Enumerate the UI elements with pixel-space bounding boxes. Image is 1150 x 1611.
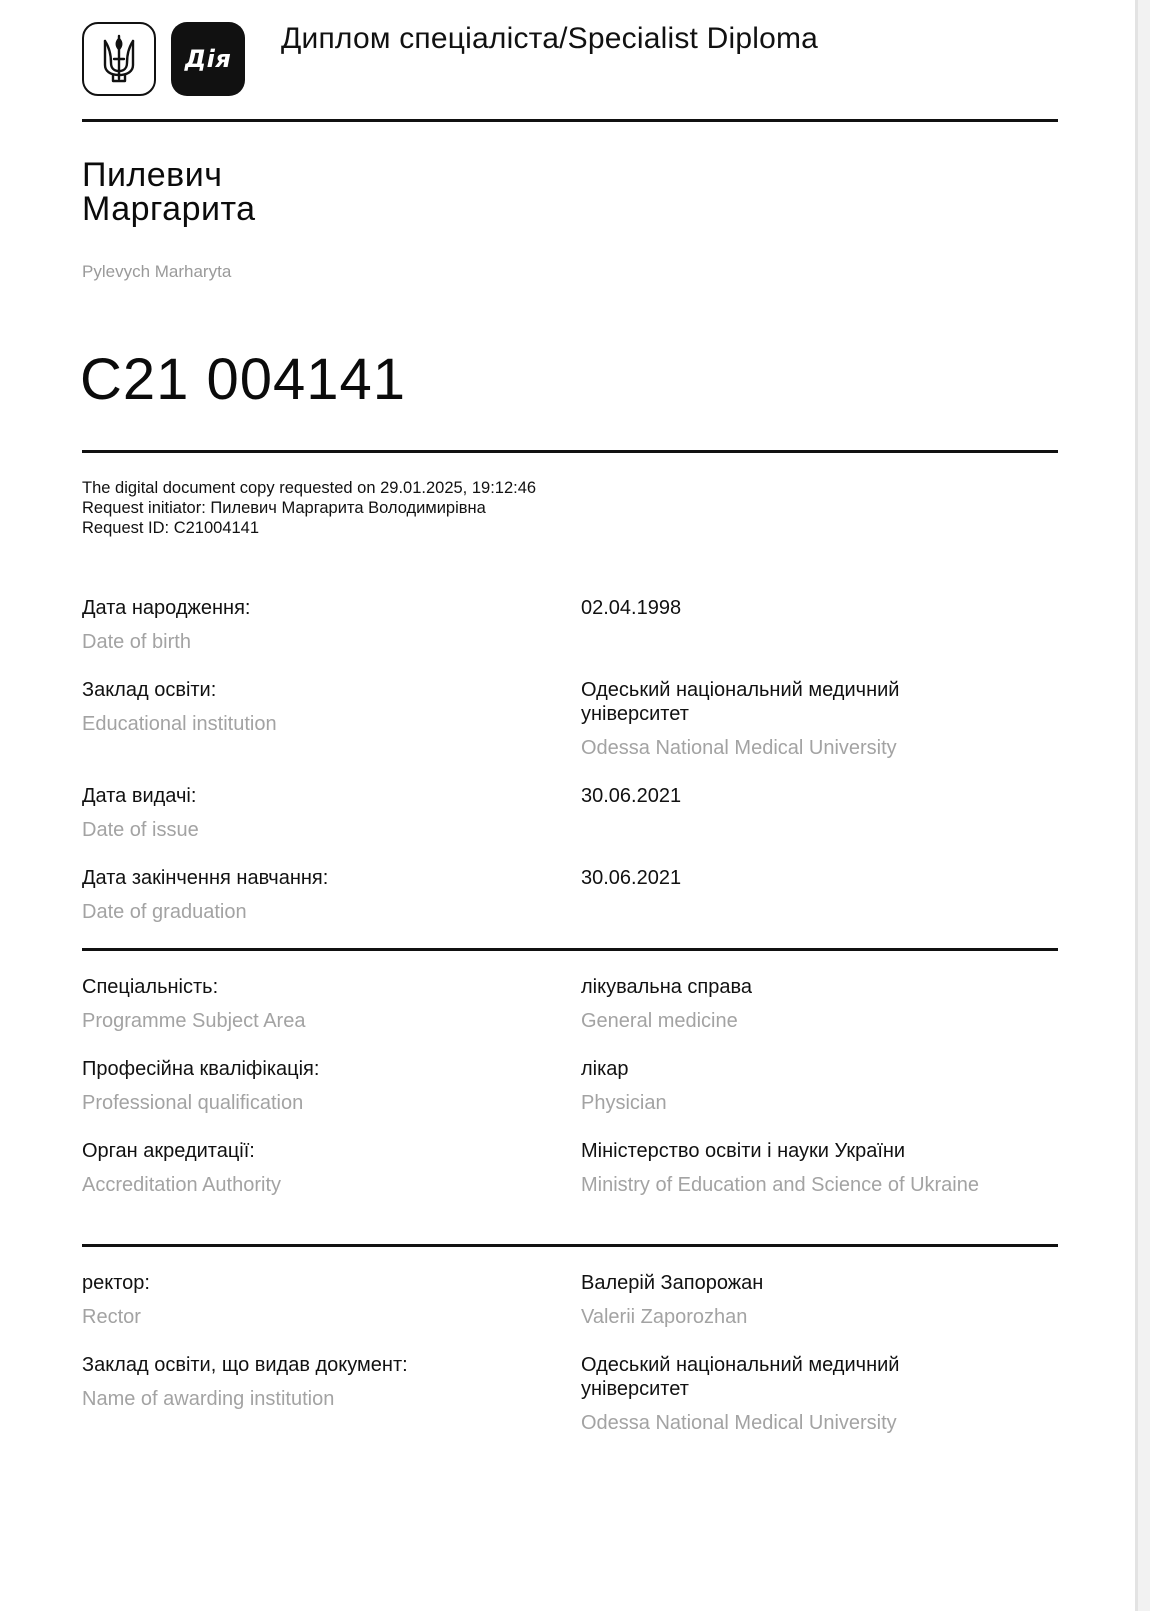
label-en: Educational institution: [82, 713, 277, 735]
field-label-professional-qualification: [82, 1057, 522, 1115]
request-timestamp: The digital document copy requested on 29.01.2025, 19:12:46: [82, 479, 537, 497]
field-value-accreditation-authority: [581, 1139, 1001, 1197]
divider: [82, 450, 1058, 453]
field-label-rector: [82, 1271, 522, 1329]
value-en: Ministry of Education and Science of Ukraine: [581, 1174, 979, 1196]
trident-icon-graphic: [101, 33, 137, 85]
label-en: Name of awarding institution: [82, 1388, 335, 1410]
request-id: Request ID: C21004141: [82, 519, 260, 537]
value-uk: лікар: [581, 1058, 629, 1080]
value-uk: 02.04.1998: [581, 597, 682, 619]
field-value-professional-qualification: [581, 1057, 1041, 1115]
value-en: Odessa National Medical University: [581, 737, 897, 759]
diia-logo: [171, 22, 245, 96]
value-en: General medicine: [581, 1010, 738, 1032]
label-en: Date of issue: [82, 819, 199, 841]
label-uk: Заклад освіти:: [82, 679, 217, 701]
label-en: Date of birth: [82, 631, 191, 653]
label-uk: Заклад освіти, що видав документ:: [82, 1354, 408, 1376]
divider: [82, 948, 1058, 951]
holder-name-english: Pylevych Marharyta: [82, 262, 232, 281]
label-en: Rector: [82, 1306, 141, 1328]
value-en: Odessa National Medical University: [581, 1412, 897, 1434]
divider: [82, 1244, 1058, 1247]
document-title: Диплом спеціаліста/Specialist Diploma: [281, 22, 819, 55]
label-en: Professional qualification: [82, 1092, 304, 1114]
value-uk: 30.06.2021: [581, 785, 682, 807]
holder-surname: Пилевич: [82, 156, 223, 194]
label-uk: ректор:: [82, 1272, 150, 1294]
holder-name-ukrainian: [82, 158, 256, 226]
request-initiator: Request initiator: Пилевич Маргарита Володимирівна: [82, 499, 486, 517]
holder-given-name: Маргарита: [82, 190, 256, 228]
field-value-date-of-birth: [581, 596, 1041, 620]
field-value-rector: [581, 1271, 1041, 1329]
field-value-programme-subject-area: [581, 975, 1041, 1033]
field-label-awarding-institution: [82, 1353, 522, 1411]
label-uk: Орган акредитації:: [82, 1140, 255, 1162]
label-en: Accreditation Authority: [82, 1174, 281, 1196]
document-number: C21 004141: [80, 347, 407, 412]
value-uk: Валерій Запорожан: [581, 1272, 764, 1294]
request-info: [82, 478, 536, 538]
ukraine-trident-icon: [82, 22, 156, 96]
field-value-awarding-institution: [581, 1353, 1001, 1435]
label-uk: Дата закінчення навчання:: [82, 867, 329, 889]
divider: [82, 119, 1058, 122]
label-uk: Спеціальність:: [82, 976, 219, 998]
label-en: Programme Subject Area: [82, 1010, 306, 1032]
value-uk: 30.06.2021: [581, 867, 682, 889]
label-uk: Дата видачі:: [82, 785, 197, 807]
field-label-date-of-birth: [82, 596, 522, 654]
value-en: Valerii Zaporozhan: [581, 1306, 748, 1328]
label-en: Date of graduation: [82, 901, 247, 923]
value-en: Physician: [581, 1092, 667, 1114]
field-value-educational-institution: [581, 678, 1001, 760]
field-value-date-of-issue: [581, 784, 1041, 808]
diia-logo-text: Дія: [184, 45, 232, 73]
field-label-date-of-graduation: [82, 866, 522, 924]
value-uk: Міністерство освіти і науки України: [581, 1140, 906, 1162]
label-uk: Дата народження:: [82, 597, 251, 619]
field-label-educational-institution: [82, 678, 522, 736]
field-label-date-of-issue: [82, 784, 522, 842]
label-uk: Професійна кваліфікація:: [82, 1058, 320, 1080]
field-label-programme-subject-area: [82, 975, 522, 1033]
field-label-accreditation-authority: [82, 1139, 522, 1197]
value-uk: Одеський національний медичний університет: [581, 679, 900, 725]
value-uk: лікувальна справа: [581, 976, 753, 998]
field-value-date-of-graduation: [581, 866, 1041, 890]
value-uk: Одеський національний медичний університет: [581, 1354, 900, 1400]
